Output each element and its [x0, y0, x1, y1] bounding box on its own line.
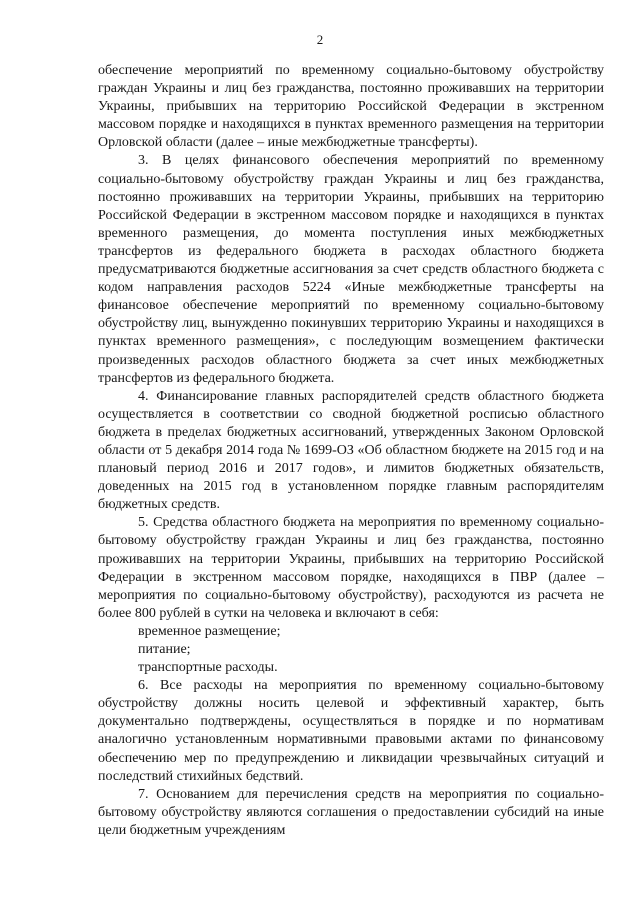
paragraph-continuation: обеспечение мероприятий по временному социально-бытовому обустройству граждан Украины и лиц без гражданства, постоянно проживавших на территории Украины, прибывших на территорию Российской Федерации в экстренном массовом порядке и находящихся в пунктах временного размещения на территории Орловской области (далее – иные межбюджетные трансферты). — [98, 63, 604, 151]
paragraph-5: 5. Средства областного бюджета на мероприятия по временному социально-бытовому обустройству граждан Украины и лиц без гражданства, постоянно проживавших на территории Украины, прибывших на территорию Российской Федерации в экстренном массовом порядке, находящихся в ПВР (далее – мероприятия по социально-бытовому обустройству), расходуются из расчета не более 800 рублей в сутки на человека и включают в себя: — [98, 515, 604, 621]
paragraph-6: 6. Все расходы на мероприятия по временному социально-бытовому обустройству должны носить целевой и эффективный характер, быть документально подтверждены, осуществляться в порядке и по нормативам аналогично установленным нормативными правовыми актами по финансовому обеспечению мер по предупреждению и ликвидации чрезвычайных ситуаций и последствий стихийных бедствий. — [98, 678, 604, 784]
list-item-food: питание; — [138, 642, 191, 657]
document-body — [98, 62, 604, 840]
list-item-transport: транспортные расходы. — [138, 660, 278, 676]
list-item-accommodation: временное размещение; — [138, 623, 281, 639]
paragraph-4: 4. Финансирование главных распорядителей средств областного бюджета осуществляется в соответствии со сводной бюджетной росписью областного бюджета в пределах бюджетных ассигнований, утвержденных Законом Орловской области от 5 декабря 2014 года № 1699-ОЗ «Об областном бюджете на 2015 год и на плановый период 2016 и 2017 годов», и лимитов бюджетных обязательств, доведенных на 2015 год в установленном порядке главным распорядителям бюджетных средств. — [98, 388, 604, 513]
paragraph-7: 7. Основанием для перечисления средств на мероприятия по социально-бытовому обустройству являются соглашения о предоставлении субсидий на иные цели бюджетным учреждениям — [98, 786, 604, 838]
paragraph-3: 3. В целях финансового обеспечения мероприятий по временному социально-бытовому обустройству граждан Украины и лиц без гражданства, постоянно проживавших на территории Украины, прибывших на территорию Российской Федерации в экстренном массовом порядке и находящихся в пунктах временного размещения, до момента поступления иных межбюджетных трансфертов из федерального бюджета в расходах областного бюджета предусматриваются бюджетные ассигнования за счет средств областного бюджета с кодом направления расходов 5224 «Иные межбюджетные трансферты на финансовое обеспечение мероприятий по временному социально-бытовому обустройству лиц, вынужденно покинувших территорию Украины и находящихся в пунктах временного размещения», с последующим возмещением фактически произведенных расходов областного бюджета за счет иных межбюджетных трансфертов из федерального бюджета. — [98, 153, 604, 386]
page-number: 2 — [316, 32, 324, 47]
